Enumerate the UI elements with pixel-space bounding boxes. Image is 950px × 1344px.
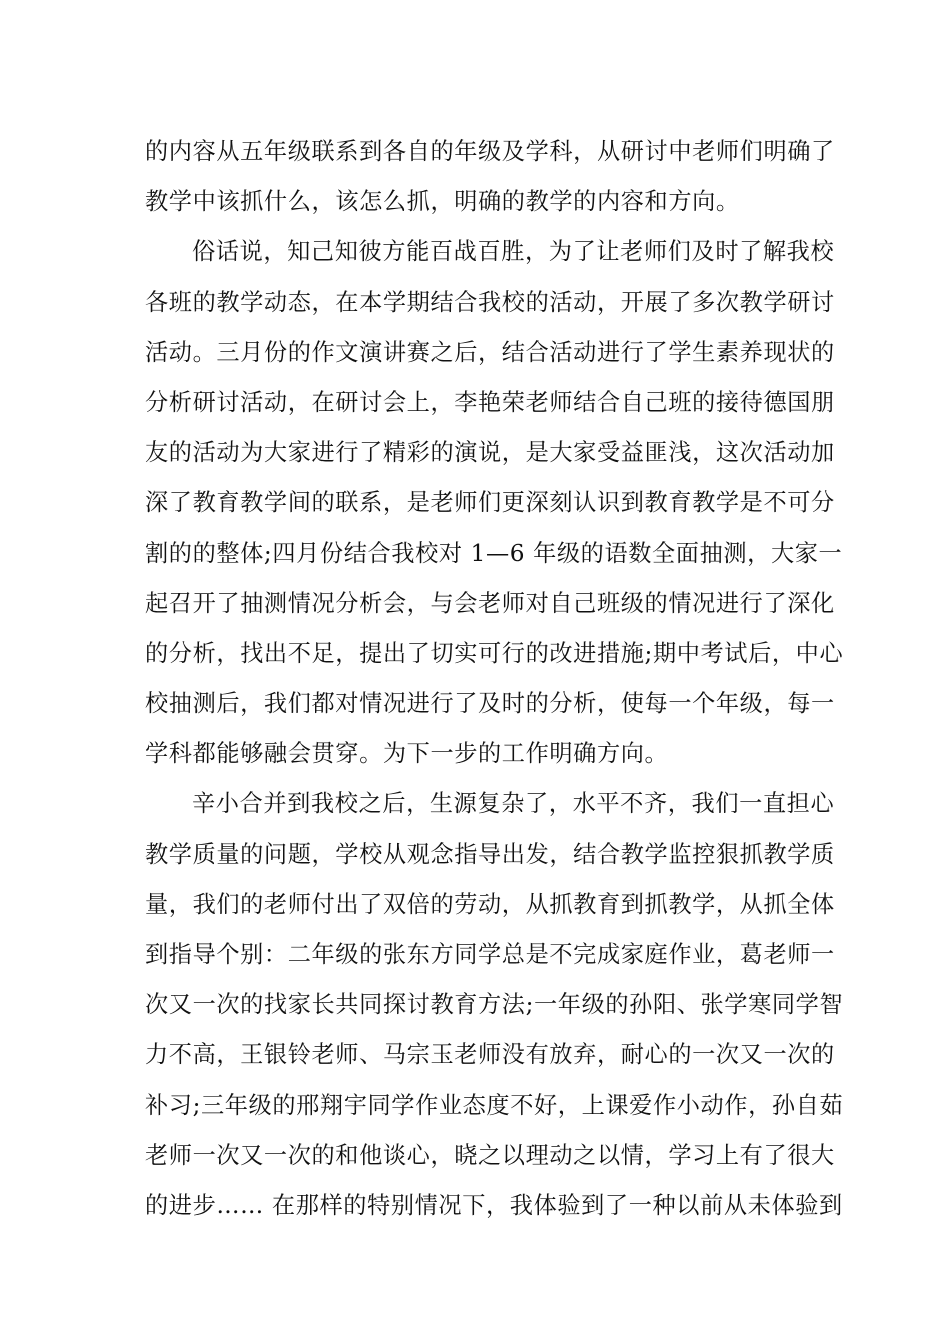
text-line: 的内容从五年级联系到各自的年级及学科，从研讨中老师们明确了 [145,138,835,165]
text-line: 量，我们的老师付出了双倍的劳动，从抓教育到抓教学，从抓全体 [145,890,835,918]
text-line: 教学质量的问题，学校从观念指导出发，结合教学监控狠抓教学质 [145,840,835,868]
text-line: 补习;三年级的邢翔宇同学作业态度不好，上课爱作小动作，孙自茹 [145,1091,844,1119]
text-line: 的分析，找出不足，提出了切实可行的改进措施;期中考试后，中心 [145,639,844,667]
text-line: 友的活动为大家进行了精彩的演说，是大家受益匪浅，这次活动加 [145,439,835,467]
text-line: 起召开了抽测情况分析会，与会老师对自己班级的情况进行了深化 [145,589,835,617]
text-line: 教学中该抓什么，该怎么抓，明确的教学的内容和方向。 [145,188,740,216]
text-line: 割的的整体;四月份结合我校对 1—6 年级的语数全面抽测，大家一 [145,539,843,567]
document-body [145,127,844,1231]
text-line: 次又一次的找家长共同探讨教育方法;一年级的孙阳、张学寒同学智 [145,991,844,1019]
text-line: 力不高，王银铃老师、马宗玉老师没有放弃，耐心的一次又一次的 [145,1041,835,1069]
text-line: 的进步…… 在那样的特别情况下，我体验到了一种以前从未体验到 [145,1191,843,1219]
paragraph-start-line: 俗话说，知己知彼方能百战百胜，为了让老师们及时了解我校 [192,238,835,266]
text-line: 老师一次又一次的和他谈心，晓之以理动之以情，学习上有了很大 [145,1141,835,1169]
text-line: 深了教育教学间的联系，是老师们更深刻认识到教育教学是不可分 [145,489,835,517]
paragraph-start-line: 辛小合并到我校之后，生源复杂了，水平不齐，我们一直担心 [192,790,835,818]
text-line: 各班的教学动态，在本学期结合我校的活动，开展了多次教学研讨 [145,288,835,316]
text-line: 学科都能够融会贯穿。为下一步的工作明确方向。 [145,740,669,768]
text-line: 到指导个别：二年级的张东方同学总是不完成家庭作业，葛老师一 [145,941,835,968]
text-line: 分析研讨活动，在研讨会上，李艳荣老师结合自己班的接待德国朋 [145,388,835,416]
text-line: 校抽测后，我们都对情况进行了及时的分析，使每一个年级，每一 [145,690,835,718]
text-line: 活动。三月份的作文演讲赛之后，结合活动进行了学生素养现状的 [145,338,835,366]
